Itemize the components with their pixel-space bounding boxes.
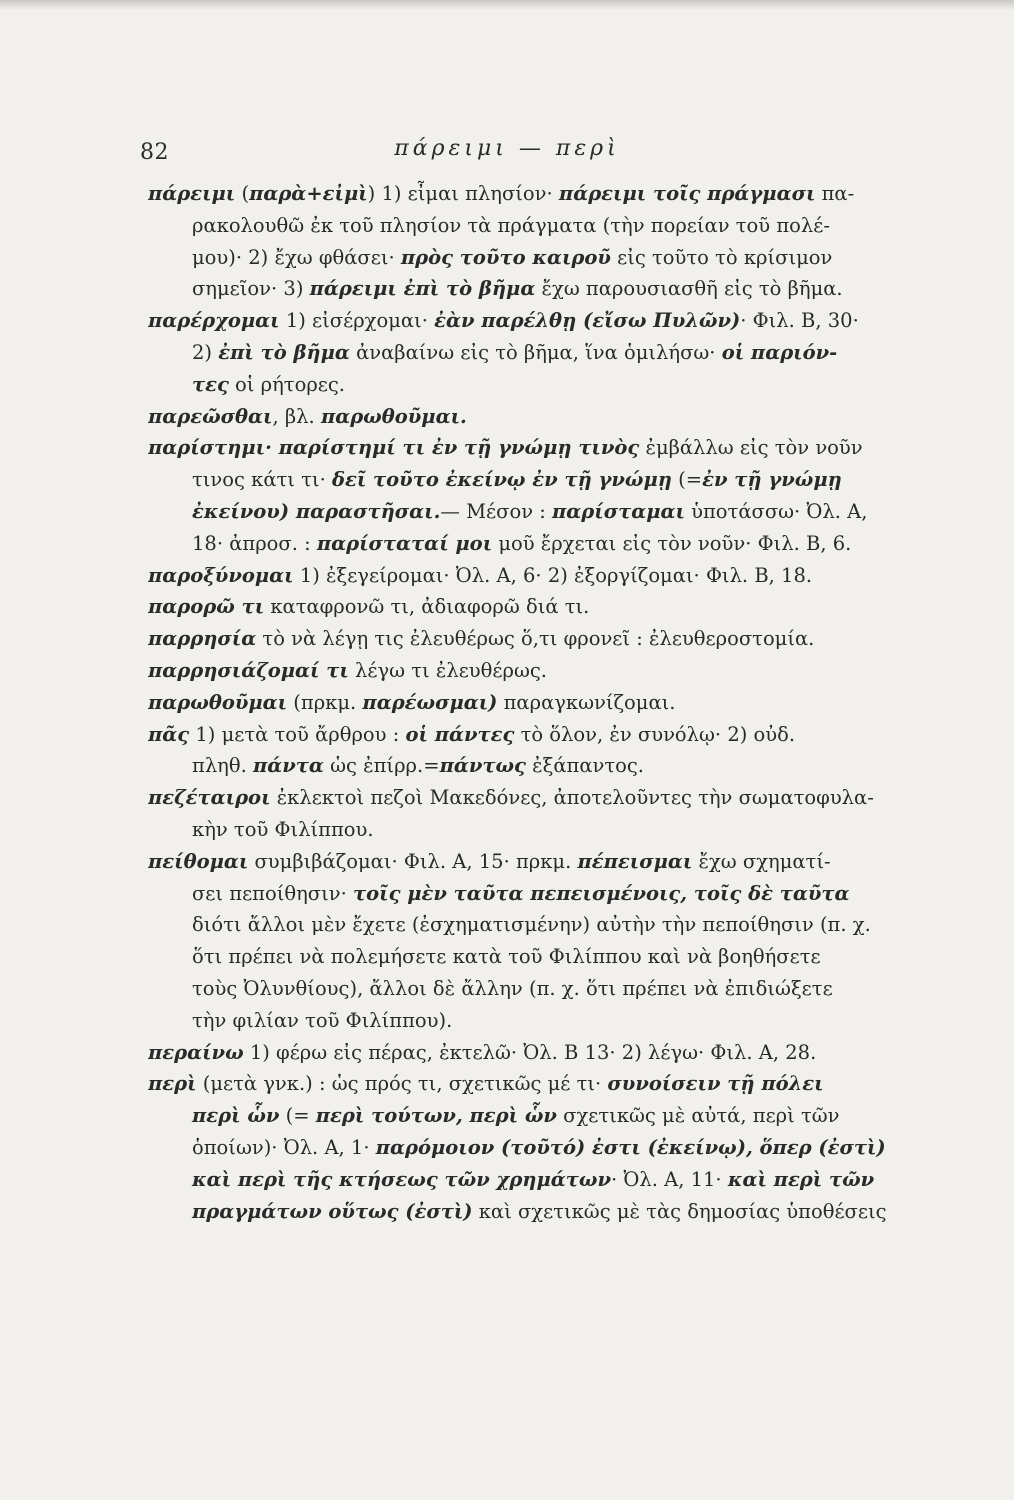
headword-text: πάρειμι τοῖς πράγμασι xyxy=(558,182,816,205)
text-line xyxy=(148,560,978,592)
headword-text: παρέρχομαι xyxy=(148,309,280,333)
text-line xyxy=(148,750,978,782)
page-top-edge xyxy=(0,0,1014,10)
text-line xyxy=(148,1100,978,1132)
definition-text: ) 1) εἶμαι πλησίον· xyxy=(367,182,559,205)
headword-text: ἐπὶ τὸ βῆμα xyxy=(218,340,350,364)
text-line xyxy=(148,878,978,910)
dictionary-text xyxy=(148,178,978,1227)
definition-text: ἐκλεκτοὶ πεζοὶ Μακεδόνες, ἀποτελοῦντες τὴν σωματοφυλα- xyxy=(270,786,874,810)
headword-text: παρρησία xyxy=(148,627,257,651)
text-line xyxy=(148,1196,978,1228)
text-line xyxy=(148,1068,978,1100)
definition-text: ἐμβάλλω εἰς τὸν νοῦν xyxy=(639,436,863,460)
definition-text: 18· ἀπροσ. : xyxy=(192,531,317,555)
definition-text: ἐξάπαντος. xyxy=(525,754,644,778)
text-line xyxy=(148,687,978,719)
headword-text: πάντα xyxy=(253,754,324,778)
headword-text: παρὰ+εἰμὶ xyxy=(249,182,368,205)
definition-text: καταφρονῶ τι, ἀδιαφορῶ διά τι. xyxy=(264,595,590,619)
headword-text: παρρησιάζομαί τι xyxy=(148,658,349,682)
definition-text: σχετικῶς μὲ αὐτά, περὶ τῶν xyxy=(556,1104,840,1128)
headword-text: πραγμάτων οὕτως (ἐστὶ) xyxy=(192,1199,473,1223)
definition-text: σημεῖον· 3) xyxy=(192,277,310,301)
headword-text: περὶ xyxy=(148,1072,197,1096)
headword-text: ἐν τῇ γνώμῃ xyxy=(702,468,842,492)
headword-text: παρεῶσθαι xyxy=(148,404,273,428)
headword-text: παρωθοῦμαι xyxy=(148,690,288,714)
definition-text: (= xyxy=(279,1104,316,1128)
headword-text: παρέωσμαι) xyxy=(362,690,498,714)
definition-text: (πρκμ. xyxy=(287,690,363,714)
headword-text: παρίσταταί μοι xyxy=(316,531,493,555)
definition-text: · Φιλ. Β, 30· xyxy=(740,309,859,333)
running-head: πάρειμι — περὶ xyxy=(394,136,620,161)
headword-text: πείθομαι xyxy=(148,849,249,873)
definition-text: ( xyxy=(235,182,250,205)
definition-text: — Μέσον : xyxy=(440,499,553,523)
text-line xyxy=(148,782,978,814)
text-line xyxy=(148,1005,978,1037)
headword-text: πάντως xyxy=(439,754,526,778)
text-line xyxy=(148,973,978,1005)
definition-text: διότι ἄλλοι μὲν ἔχετε (ἐσχηματισμένην) αὐτὴν τὴν πεποίθησιν (π. χ. xyxy=(192,913,871,937)
headword-text: τοῖς μὲν ταῦτα πεπεισμένοις, τοῖς δὲ ταῦτα xyxy=(353,881,850,905)
headword-text: πέπεισμαι xyxy=(577,849,693,873)
definition-text: ρακολουθῶ ἐκ τοῦ πλησίον τὰ πράγματα (τὴν πορείαν τοῦ πολέ- xyxy=(192,213,830,237)
headword-text: οἱ πάντες xyxy=(405,722,515,746)
text-line xyxy=(148,401,978,433)
definition-text: συμβιβάζομαι· Φιλ. Α, 15· πρκμ. xyxy=(248,849,578,873)
definition-text: ὁποίων)· Ὀλ. Α, 1· xyxy=(192,1135,376,1159)
headword-text: παροξύνομαι xyxy=(148,563,294,587)
headword-text: πάρειμι xyxy=(148,182,236,205)
definition-text: ἔχω παρουσιασθῆ εἰς τὸ βῆμα. xyxy=(535,277,843,301)
definition-text: πληθ. xyxy=(192,754,253,778)
headword-text: οἱ παριόν- xyxy=(721,340,838,364)
definition-text: καὶ σχετικῶς μὲ τὰς δημοσίας ὑποθέσεις xyxy=(472,1199,887,1223)
text-line xyxy=(148,305,978,337)
headword-text: συνοίσειν τῇ πόλει xyxy=(607,1072,824,1096)
headword-text: ἐὰν παρέλθῃ (εἴσω Πυλῶν) xyxy=(434,309,741,333)
headword-text: τες xyxy=(192,372,229,396)
definition-text: πα- xyxy=(815,182,855,205)
headword-text: καὶ περὶ τῶν xyxy=(727,1167,875,1191)
text-line xyxy=(148,178,978,210)
text-line xyxy=(148,846,978,878)
headword-text: περαίνω xyxy=(148,1040,244,1064)
definition-text: (= xyxy=(671,468,703,492)
text-line xyxy=(148,464,978,496)
definition-text: ἔχω σχηματί- xyxy=(692,849,831,873)
headword-text: παρίσταμαι xyxy=(552,499,685,523)
text-line xyxy=(148,337,978,369)
headword-text: παρωθοῦμαι. xyxy=(320,404,467,428)
text-line xyxy=(148,1037,978,1069)
text-line xyxy=(148,1164,978,1196)
headword-text: πεζέταιροι xyxy=(148,786,271,810)
definition-text: (μετὰ γνκ.) : ὡς πρός τι, σχετικῶς μέ τι· xyxy=(196,1072,608,1096)
definition-text: ὅτι πρέπει νὰ πολεμήσετε κατὰ τοῦ Φιλίππου καὶ νὰ βοηθήσετε xyxy=(192,945,821,969)
text-line xyxy=(148,623,978,655)
definition-text: οἱ ρήτορες. xyxy=(228,372,346,396)
definition-text: ὡς ἐπίρρ.= xyxy=(323,754,440,778)
definition-text: τὴν φιλίαν τοῦ Φιλίππου). xyxy=(192,1008,453,1032)
text-line xyxy=(148,210,978,242)
definition-text: λέγω τι ἐλευθέρως. xyxy=(348,658,547,682)
definition-text: παραγκωνίζομαι. xyxy=(497,690,676,714)
text-line xyxy=(148,242,978,274)
text-line xyxy=(148,528,978,560)
headword-text: παρίστημι· παρίστημί τι ἐν τῇ γνώμῃ τινὸς xyxy=(148,436,640,460)
headword-text: πάρειμι ἐπὶ τὸ βῆμα xyxy=(309,277,536,301)
definition-text: τὸ ὅλον, ἐν συνόλῳ· 2) οὐδ. xyxy=(514,722,796,746)
headword-text: πᾶς xyxy=(148,722,190,746)
text-line xyxy=(148,719,978,751)
definition-text: εἰς τοῦτο τὸ κρίσιμον xyxy=(610,245,833,269)
headword-text: καὶ περὶ τῆς κτήσεως τῶν χρημάτων xyxy=(192,1167,611,1191)
headword-text: παρόμοιον (τοῦτό) ἐστι (ἐκείνῳ), ὅπερ (ἐστὶ) xyxy=(375,1135,886,1159)
text-line xyxy=(148,941,978,973)
definition-text: ἀναβαίνω εἰς τὸ βῆμα, ἵνα ὁμιλήσω· xyxy=(349,340,722,364)
definition-text: 1) ἐξεγείρομαι· Ὀλ. Α, 6· 2) ἐξοργίζομαι· Φιλ. Β, 18. xyxy=(293,563,813,587)
headword-text: περὶ τούτων, περὶ ὧν xyxy=(315,1104,557,1128)
definition-text: 1) μετὰ τοῦ ἄρθρου : xyxy=(189,722,406,746)
definition-text: μου)· 2) ἔχω φθάσει· xyxy=(192,245,401,269)
definition-text: · Ὀλ. Α, 11· xyxy=(610,1167,728,1191)
text-line xyxy=(148,1132,978,1164)
definition-text: τινος κάτι τι· xyxy=(192,468,332,492)
definition-text: τοὺς Ὀλυνθίους), ἄλλοι δὲ ἄλλην (π. χ. ὅτι πρέπει νὰ ἐπιδιώξετε xyxy=(192,976,833,1000)
text-line xyxy=(148,369,978,401)
definition-text: 1) φέρω εἰς πέρας, ἐκτελῶ· Ὀλ. Β 13· 2) λέγω· Φιλ. Α, 28. xyxy=(243,1040,817,1064)
text-line xyxy=(148,273,978,305)
page-number: 82 xyxy=(140,140,169,165)
text-line xyxy=(148,496,978,528)
text-line xyxy=(148,432,978,464)
headword-text: ἐκείνου) παραστῆσαι. xyxy=(192,499,441,523)
definition-text: 1) εἰσέρχομαι· xyxy=(279,309,435,333)
headword-text: παρορῶ τι xyxy=(148,595,265,619)
definition-text: σει πεποίθησιν· xyxy=(192,881,354,905)
definition-text: ὑποτάσσω· Ὀλ. Α, xyxy=(684,499,868,523)
text-line xyxy=(148,909,978,941)
headword-text: περὶ ὧν xyxy=(192,1104,280,1128)
definition-text: 2) xyxy=(192,340,219,364)
definition-text: , βλ. xyxy=(272,404,321,428)
text-line xyxy=(148,814,978,846)
definition-text: τὸ νὰ λέγῃ τις ἐλευθέρως ὅ,τι φρονεῖ : ἐλευθεροστομία. xyxy=(256,627,815,651)
definition-text: κὴν τοῦ Φιλίππου. xyxy=(192,817,374,841)
headword-text: δεῖ τοῦτο ἐκείνῳ ἐν τῇ γνώμῃ xyxy=(331,468,672,492)
text-line xyxy=(148,655,978,687)
definition-text: μοῦ ἔρχεται εἰς τὸν νοῦν· Φιλ. Β, 6. xyxy=(492,531,852,555)
text-line xyxy=(148,591,978,623)
headword-text: πρὸς τοῦτο καιροῦ xyxy=(400,245,611,269)
